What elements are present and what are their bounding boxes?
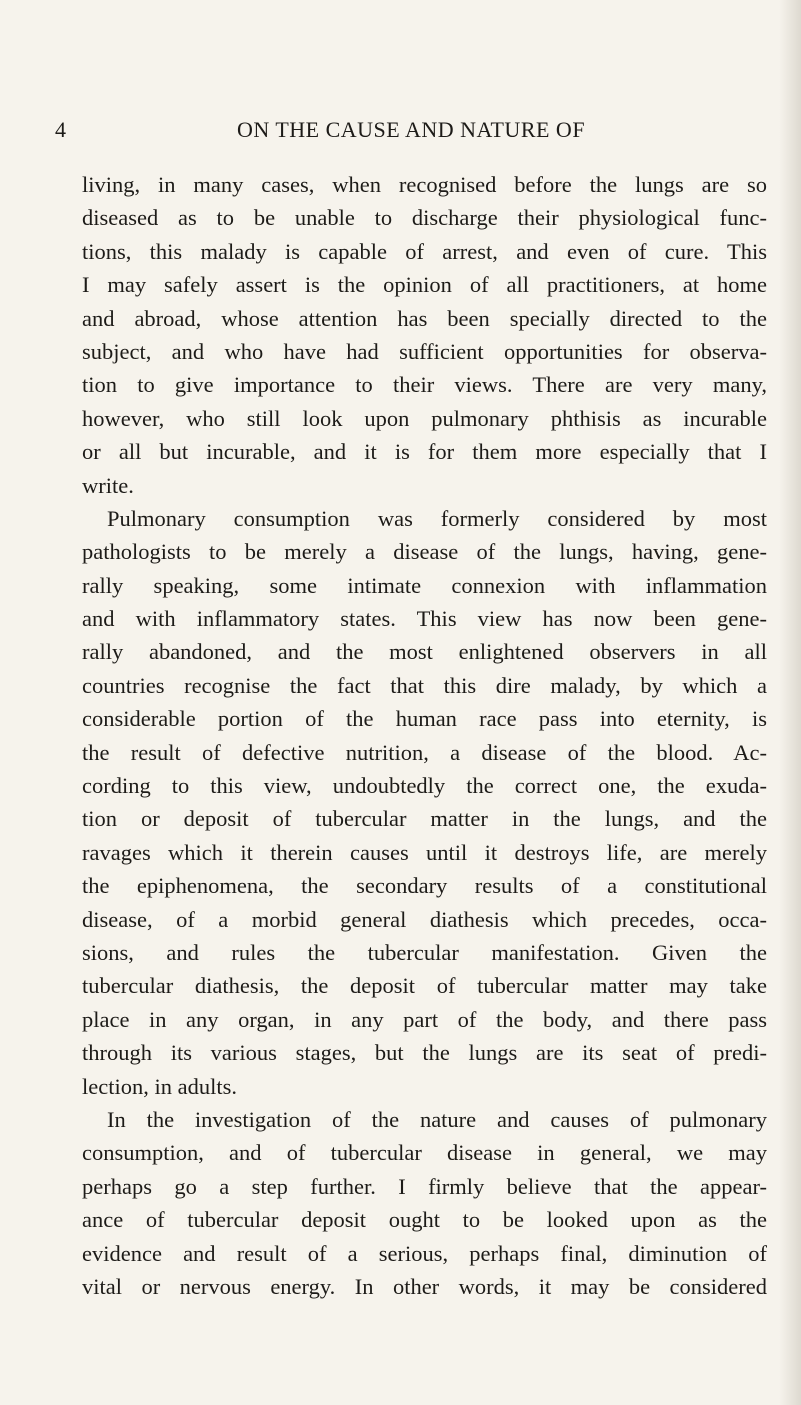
text-line: disease, of a morbid general diathesis which precedes, occa-: [82, 906, 767, 932]
text-line: I may safely assert is the opinion of all practitioners, at home: [82, 272, 767, 298]
text-line: rally speaking, some intimate connexion with inflammation: [82, 572, 767, 598]
text-line: consumption, and of tubercular disease in general, we may: [82, 1140, 767, 1166]
page-edge-shadow: [779, 0, 801, 1405]
text-line: In the investigation of the nature and causes of pulmonary: [107, 1106, 767, 1132]
text-line: subject, and who have had sufficient opportunities for observa-: [82, 338, 767, 364]
text-line: Pulmonary consumption was formerly considered by most: [107, 505, 767, 531]
text-line: rally abandoned, and the most enlightened observers in all: [82, 639, 767, 665]
text-line: and abroad, whose attention has been specially directed to the: [82, 305, 767, 331]
text-line: living, in many cases, when recognised before the lungs are so: [82, 172, 767, 197]
text-line: pathologists to be merely a disease of the lungs, having, gene-: [82, 539, 767, 565]
text-line: tion to give importance to their views. There are very many,: [82, 372, 767, 398]
text-line: or all but incurable, and it is for them more especially that I: [82, 439, 767, 465]
body-text: [82, 168, 767, 1303]
text-line: ravages which it therein causes until it destroys life, are merely: [82, 839, 767, 865]
text-line: lection, in adults.: [82, 1073, 237, 1099]
text-line: through its various stages, but the lungs are its seat of predi-: [82, 1040, 767, 1066]
running-head: [55, 117, 767, 147]
text-line: write.: [82, 472, 134, 498]
text-line: cording to this view, undoubtedly the correct one, the exuda-: [82, 773, 767, 799]
page-number: 4: [55, 117, 67, 142]
text-line: tubercular diathesis, the deposit of tubercular matter may take: [82, 973, 767, 999]
text-line: ance of tubercular deposit ought to be looked upon as the: [82, 1207, 767, 1233]
text-line: the epiphenomena, the secondary results of a constitutional: [82, 873, 767, 899]
text-line: sions, and rules the tubercular manifestation. Given the: [82, 939, 767, 965]
text-line: evidence and result of a serious, perhaps final, diminution of: [82, 1240, 767, 1266]
text-line: diseased as to be unable to discharge their physiological func-: [82, 205, 767, 231]
text-line: tions, this malady is capable of arrest, and even of cure. This: [82, 238, 767, 264]
text-line: however, who still look upon pulmonary phthisis as incurable: [82, 405, 767, 431]
text-line: considerable portion of the human race pass into eternity, is: [82, 706, 767, 732]
text-line: the result of defective nutrition, a disease of the blood. Ac-: [82, 739, 767, 765]
text-line: perhaps go a step further. I firmly believe that the appear-: [82, 1173, 767, 1199]
text-line: place in any organ, in any part of the body, and there pass: [82, 1006, 767, 1032]
text-line: vital or nervous energy. In other words, it may be considered: [82, 1273, 767, 1299]
text-line: tion or deposit of tubercular matter in the lungs, and the: [82, 806, 767, 832]
header-title: ON THE CAUSE AND NATURE OF: [236, 117, 586, 142]
text-line: and with inflammatory states. This view has now been gene-: [82, 606, 767, 632]
text-line: countries recognise the fact that this dire malady, by which a: [82, 672, 767, 698]
